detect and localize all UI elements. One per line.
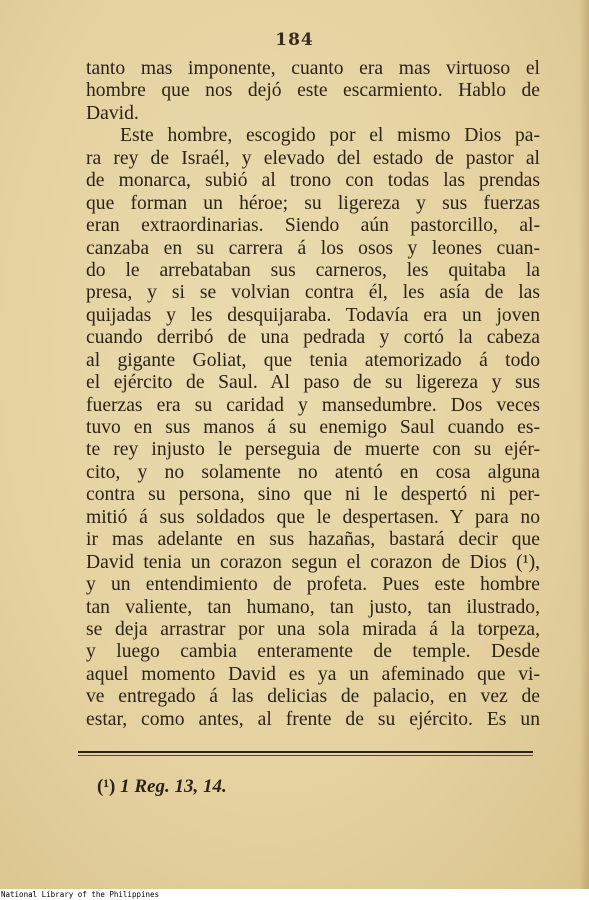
text-line: cito, y no solamente no atentó en cosa alguna [86, 461, 540, 483]
text-line: aquel momento David es ya un afeminado que vi- [86, 663, 540, 685]
footnote-divider-thin [78, 755, 533, 756]
text-line: quijadas y les desquijaraba. Todavía era un joven [86, 304, 540, 326]
footnote-divider [78, 751, 533, 753]
footnote [97, 776, 227, 798]
text-line: hombre que nos dejó este escarmiento. Hablo de [86, 80, 540, 102]
text-line: tan valiente, tan humano, tan justo, tan ilustrado, [86, 596, 540, 618]
text-line: que forman un héroe; su ligereza y sus fuerzas [86, 192, 540, 214]
text-line: ve entregado á las delicias de palacio, en vez de [86, 686, 540, 708]
page-edge-shadow [579, 0, 589, 889]
text-line: mitió á sus soldados que le despertasen. Y para no [86, 506, 540, 528]
text-line: fuerzas era su caridad y mansedumbre. Dos veces [86, 394, 540, 416]
text-line: David. [86, 102, 139, 124]
text-line: estar, como antes, al frente de su ejército. Es un [86, 708, 540, 730]
library-credit-strip [0, 889, 589, 900]
text-line: y luego cambia enteramente de temple. Desde [86, 641, 540, 663]
library-credit: National Library of the Philippines [1, 890, 160, 899]
text-line: tuvo en sus manos á su enemigo Saul cuando es- [86, 417, 540, 438]
text-line: te rey injusto le perseguia de muerte con su ejér- [86, 439, 540, 461]
text-line: canzaba en su carrera á los osos y leones cuan- [86, 237, 540, 259]
footnote-reference: 1 Reg. 13, 14. [120, 776, 227, 797]
text-line: y un entendimiento de profeta. Pues este hombre [86, 574, 540, 596]
text-line: do le arrebataban sus carneros, les quitaba la [86, 259, 540, 281]
text-line: David tenia un corazon segun el corazon de Dios (¹), [86, 551, 540, 573]
page-number: 184 [275, 30, 314, 50]
text-line: tanto mas imponente, cuanto era mas virtuoso el [86, 58, 540, 79]
body-text [86, 58, 540, 731]
text-line: cuando derribó de una pedrada y cortó la cabeza [86, 327, 540, 349]
text-line: presa, y si se volvian contra él, les asía de las [86, 282, 540, 304]
text-line: Este hombre, escogido por el mismo Dios pa- [120, 125, 540, 147]
text-line: ra rey de Israél, y elevado del estado de pastor al [86, 147, 540, 169]
text-line: se deja arrastrar por una sola mirada á la torpeza, [86, 618, 540, 640]
text-line: eran extraordinarias. Siendo aún pastorcillo, al- [86, 215, 540, 237]
text-line: de monarca, subió al trono con todas las prendas [86, 170, 540, 192]
footnote-marker: (¹) [97, 776, 116, 797]
text-line: al gigante Goliat, que tenia atemorizado á todo [86, 349, 540, 371]
text-line: ir mas adelante en sus hazañas, bastará decir que [86, 529, 540, 551]
text-line: contra su persona, sino que ni le despertó ni per- [86, 484, 540, 506]
text-line: el ejército de Saul. Al paso de su ligereza y sus [86, 372, 540, 394]
